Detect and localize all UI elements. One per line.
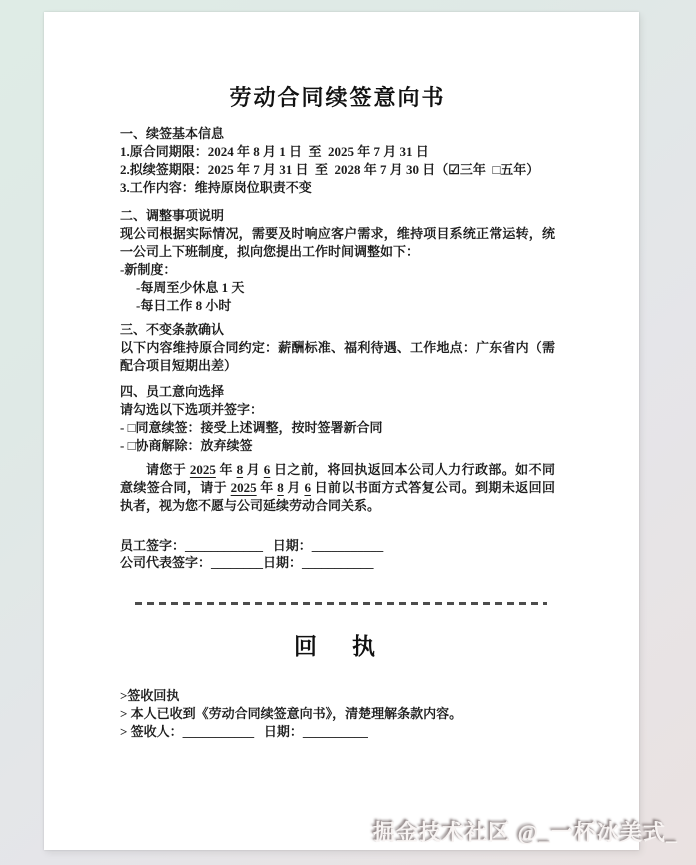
three-year-option-label: 三年: [459, 162, 493, 177]
notice-text: 月: [283, 480, 305, 495]
deadline-year: 2025: [189, 462, 216, 477]
adjustment-paragraph: 现公司根据实际情况，需要及时响应客户需求，维持项目系统正常运转，统一公司上下班制度，拟向您提出工作时间调整如下：: [120, 226, 555, 259]
deadline-day: 6: [263, 462, 271, 477]
policy-item-daily-hours: -每日工作 8 小时: [136, 298, 232, 313]
checkbox-unchecked-icon: □: [127, 438, 136, 453]
five-year-option-label: 五年）: [500, 162, 540, 177]
deadline-day: 6: [304, 480, 311, 495]
section-adjustment-explanation: [120, 207, 555, 315]
deadline-month: 8: [277, 480, 284, 495]
document-title: 劳动合同续签意向书: [229, 85, 446, 110]
option-dash: -: [120, 438, 128, 453]
option-negotiated-termination: [120, 437, 555, 455]
option-agree-renewal: [120, 419, 555, 437]
notice-text: 月: [243, 462, 264, 477]
option-terminate-label: 协商解除：放弃续签: [135, 438, 253, 453]
notice-text: 年: [256, 480, 278, 495]
section-2-heading: 二、调整事项说明: [120, 208, 225, 223]
notice-text: 请您于: [146, 462, 190, 477]
company-representative-signature-line: 公司代表签字：________日期：___________: [120, 555, 374, 570]
watermark: 掘金技术社区 @_一杯冰美式_: [373, 820, 678, 845]
receipt-heading-line: >签收回执: [120, 688, 180, 703]
cut-line-divider: [135, 602, 547, 605]
notice-text: 年: [215, 462, 237, 477]
section-renewal-basic-info: [120, 125, 555, 197]
receipt-block: [120, 687, 555, 741]
employee-signature-line: 员工签字：____________ 日期：___________: [120, 538, 384, 553]
deadline-month: 8: [236, 462, 244, 477]
deadline-year: 2025: [230, 480, 257, 495]
receipt-acknowledgement-line: > 本人已收到《劳动合同续签意向书》，清楚理解条款内容。: [120, 706, 463, 721]
checkbox-unchecked-icon: □: [127, 420, 136, 435]
option-dash: -: [120, 420, 128, 435]
option-instructions: 请勾选以下选项并签字：: [120, 402, 264, 417]
reply-deadline-paragraph: [120, 461, 555, 515]
unchanged-terms-paragraph: 以下内容维持原合同约定：薪酬标准、福利待遇、工作地点：广东省内（需配合项目短期出差）: [120, 340, 555, 373]
section-1-heading: 一、续签基本信息: [120, 126, 225, 141]
policy-item-weekly-rest: -每周至少休息 1 天: [136, 280, 245, 295]
checkbox-checked-icon: ☑: [448, 162, 460, 177]
signature-block: [120, 537, 555, 571]
section-3-heading: 三、不变条款确认: [120, 322, 225, 337]
section-unchanged-terms: [120, 321, 555, 375]
section-employee-intention: [120, 383, 555, 455]
receipt-title: 回 执: [294, 634, 381, 659]
document-page: [44, 12, 639, 850]
checkbox-unchecked-icon: □: [492, 162, 501, 177]
section-4-heading: 四、员工意向选择: [120, 384, 225, 399]
new-policy-label: -新制度：: [120, 262, 177, 277]
receipt-signature-line: > 签收人：___________ 日期：__________: [120, 724, 368, 739]
renewal-term-text: 2.拟续签期限：2025 年 7 月 31 日 至 2028 年 7 月 30 日（: [120, 162, 449, 177]
option-agree-label: 同意续签：接受上述调整，按时签署新合同: [135, 420, 383, 435]
proposed-renewal-term-line: [120, 161, 555, 179]
original-contract-term-line: 1.原合同期限：2024 年 8 月 1 日 至 2025 年 7 月 31 日: [120, 144, 429, 159]
notice-text: 日前以书面方式答复公司。到期未返回回执者，视为您不愿与公司延续劳动合同关系。: [120, 480, 555, 513]
notice-text: 日之前，将回执返回本公司人力行政部。如不同意续签合同，请于: [120, 462, 555, 495]
work-content-line: 3.工作内容：维持原岗位职责不变: [120, 180, 312, 195]
